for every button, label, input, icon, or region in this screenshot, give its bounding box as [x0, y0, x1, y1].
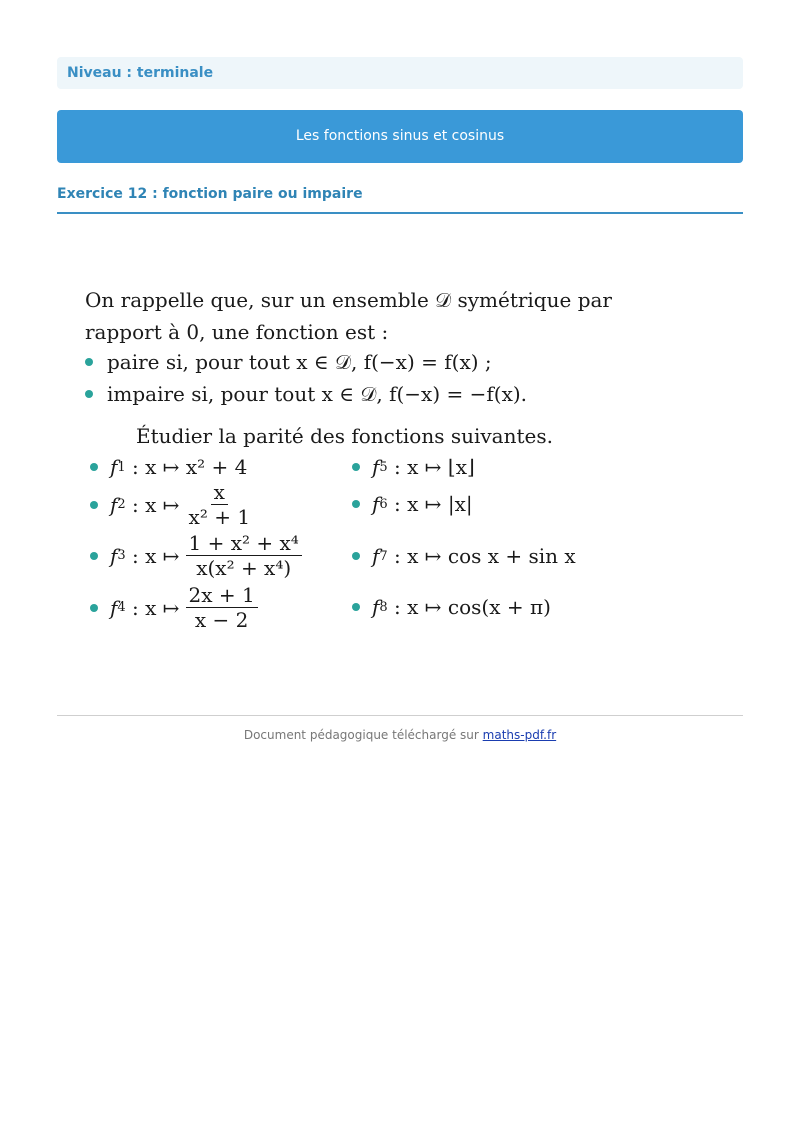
- denominator: x(x² + x⁴): [196, 556, 292, 580]
- function-name: f: [110, 543, 118, 568]
- footer-link[interactable]: maths-pdf.fr: [482, 728, 557, 742]
- function-name: f: [110, 595, 118, 620]
- function-expression: x ↦ ⌊x⌋: [407, 455, 475, 479]
- function-name: f: [372, 544, 380, 568]
- function-f7: f 7 : x ↦ cos x + sin x: [352, 544, 576, 568]
- function-f5: f 5 : x ↦ ⌊x⌋: [352, 455, 475, 479]
- function-index: 4: [117, 600, 126, 615]
- intro-text: On rappelle que, sur un ensemble 𝒟 symétrique par rapport à 0, une fonction est :: [85, 288, 612, 344]
- function-f1: f 1 : x ↦ x² + 4: [90, 455, 247, 479]
- numerator: 2x + 1: [186, 583, 258, 608]
- function-index: 3: [117, 548, 126, 563]
- instruction-text: Étudier la parité des fonctions suivantes.: [136, 424, 553, 448]
- function-name: f: [110, 492, 118, 517]
- footer-text: Document pédagogique téléchargé sur: [243, 728, 479, 742]
- bullet-icon: [90, 604, 98, 612]
- bullet-icon: [85, 358, 93, 366]
- bullet-icon: [90, 501, 98, 509]
- function-expression: x ↦ cos x + sin x: [407, 544, 576, 568]
- odd-definition-text: impaire si, pour tout x ∈ 𝒟, f(−x) = −f(x).: [107, 382, 528, 406]
- bullet-icon: [352, 552, 360, 560]
- function-index: 7: [379, 548, 388, 564]
- denominator: x − 2: [194, 608, 249, 632]
- fraction: [186, 583, 258, 632]
- maps-to: : x ↦: [132, 492, 180, 517]
- fraction: [186, 480, 254, 529]
- footer-divider: [57, 715, 743, 716]
- level-label: Niveau : terminale: [57, 57, 743, 89]
- function-index: 1: [117, 459, 126, 475]
- function-name: f: [372, 492, 380, 516]
- maps-to: : x ↦: [132, 543, 180, 568]
- even-definition-text: paire si, pour tout x ∈ 𝒟, f(−x) = f(x) ;: [107, 350, 492, 374]
- chapter-banner: Les fonctions sinus et cosinus: [57, 110, 743, 163]
- numerator: 1 + x² + x⁴: [186, 531, 302, 556]
- function-index: 2: [117, 497, 126, 512]
- function-expression: x ↦ |x|: [407, 492, 473, 516]
- denominator: x² + 1: [188, 505, 251, 529]
- function-expression: x ↦ x² + 4: [145, 455, 248, 479]
- bullet-icon: [352, 500, 360, 508]
- bullet-icon: [90, 463, 98, 471]
- numerator: x: [211, 480, 228, 505]
- function-f8: f 8 : x ↦ cos(x + π): [352, 595, 551, 619]
- fraction: [186, 531, 302, 580]
- bullet-icon: [352, 463, 360, 471]
- footer: [0, 728, 800, 742]
- function-f2: [90, 480, 253, 529]
- function-index: 6: [379, 496, 388, 512]
- bullet-icon: [352, 603, 360, 611]
- maps-to: : x ↦: [132, 595, 180, 620]
- bullet-icon: [90, 552, 98, 560]
- function-name: f: [372, 595, 380, 619]
- odd-definition: [85, 382, 527, 406]
- exercise-title-underline: [57, 212, 743, 214]
- function-name: f: [110, 455, 118, 479]
- function-name: f: [372, 455, 380, 479]
- function-index: 8: [379, 599, 388, 615]
- function-f4: [90, 583, 258, 632]
- bullet-icon: [85, 390, 93, 398]
- function-f6: f 6 : x ↦ |x|: [352, 492, 473, 516]
- function-expression: x ↦ cos(x + π): [407, 595, 551, 619]
- exercise-title: Exercice 12 : fonction paire ou impaire: [57, 186, 363, 202]
- function-index: 5: [379, 459, 388, 475]
- even-definition: [85, 350, 492, 374]
- function-f3: [90, 531, 302, 580]
